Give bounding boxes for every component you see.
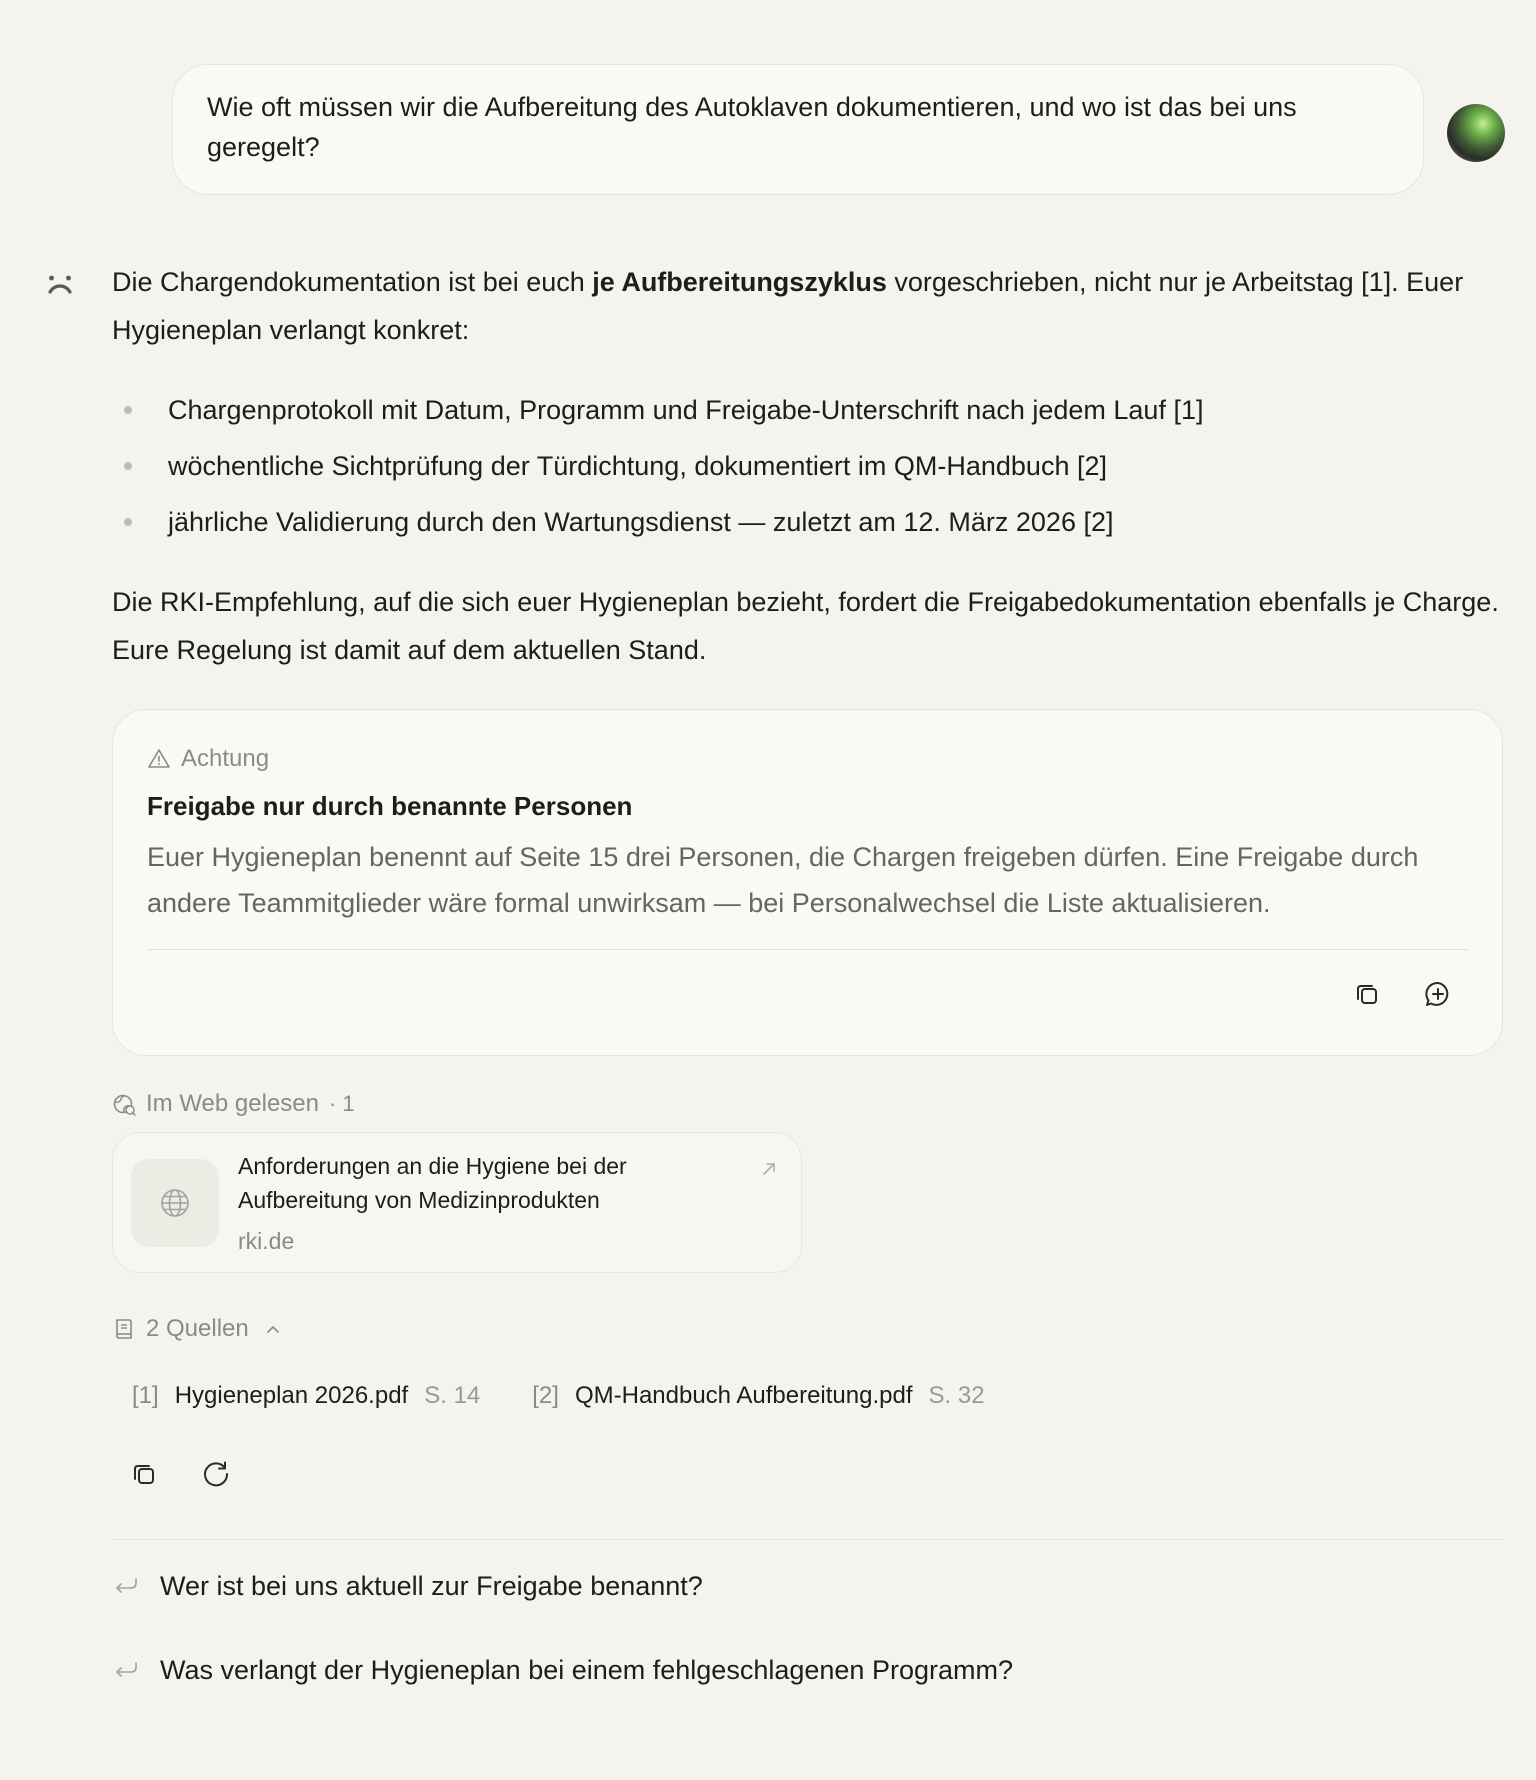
web-read-label [112,1088,355,1120]
web-source-domain: rki.de [238,1228,295,1254]
list-item [112,442,1512,498]
copy-response-button[interactable] [122,1452,166,1496]
answer-p1-emphasis: je Aufbereitungszyklus [592,267,887,297]
callout-title: Freigabe nur durch benannte Personen [147,791,633,821]
callout-add-comment-button[interactable] [1416,972,1460,1016]
web-source-thumbnail [131,1159,219,1247]
answer-p1-start: Die Chargendokumentation ist bei euch [112,267,593,297]
external-link-icon [759,1159,779,1179]
followup-text: Wer ist bei uns aktuell zur Freigabe benannt? [160,1570,703,1601]
followup-suggestion-2[interactable] [112,1650,1013,1690]
add-comment-icon [1423,979,1453,1009]
web-read-count: · 1 [328,1091,355,1116]
reply-arrow-icon [112,1658,140,1682]
chevron-up-icon [263,1319,283,1339]
callout-body: Euer Hygieneplan benennt auf Seite 15 drei Personen, die Chargen freigeben dürfen. Eine Freigabe durch andere Teammitglieder wäre formal unwirksam — bei Personalwechsel die Liste aktualisieren. [147,842,1419,918]
source-list [132,1378,1037,1414]
bullet-dot [124,462,132,470]
bullet-text: wöchentliche Sichtprüfung der Türdichtung, dokumentiert im QM-Handbuch [2] [168,451,1107,481]
source-page: S. 32 [928,1382,985,1409]
source-name: Hygieneplan 2026.pdf [174,1382,409,1409]
list-item [112,498,1512,554]
user-avatar[interactable] [1447,104,1505,162]
callout-eyebrow-label: Achtung [181,745,270,772]
source-item-1[interactable] [132,1382,480,1410]
regenerate-button[interactable] [194,1452,238,1496]
bullet-text: jährliche Validierung durch den Wartungsdienst — zuletzt am 12. März 2026 [2] [168,507,1114,537]
followup-suggestion-1[interactable] [112,1566,703,1606]
user-message-bubble [172,64,1424,195]
callout-copy-button[interactable] [1345,972,1389,1016]
followup-text: Was verlangt der Hygieneplan bei einem fehlgeschlagenen Programm? [160,1654,1013,1685]
regenerate-icon [201,1459,231,1489]
book-icon [112,1317,136,1341]
warning-callout [112,709,1503,1056]
web-read-icon [112,1092,136,1116]
list-item [112,386,1512,442]
copy-icon [1353,980,1381,1008]
assistant-logo-icon [44,272,76,300]
web-source-title: Anforderungen an die Hygiene bei der Aufbereitung von Medizinprodukten [238,1153,627,1213]
reply-arrow-icon [112,1574,140,1598]
answer-paragraph-2: Die RKI-Empfehlung, auf die sich euer Hygieneplan bezieht, fordert die Freigabedokumentation ebenfalls je Charge. Eure Regelung ist damit auf dem aktuellen Stand. [112,587,1499,665]
bullet-dot [124,518,132,526]
user-message-text: Wie oft müssen wir die Aufbereitung des Autoklaven dokumentieren, und wo ist das bei uns geregelt? [207,92,1297,162]
source-number: [1] [132,1382,159,1409]
callout-eyebrow [147,744,269,774]
web-source-card[interactable] [112,1132,802,1273]
source-page: S. 14 [424,1382,481,1409]
sources-toggle[interactable] [112,1312,283,1346]
followup-divider [112,1539,1504,1540]
sources-toggle-label: 2 Quellen [146,1315,249,1342]
answer-paragraph-1 [112,258,1512,354]
copy-icon [130,1460,158,1488]
web-read-text: Im Web gelesen [146,1090,319,1117]
source-number: [2] [532,1382,559,1409]
warning-triangle-icon [147,747,171,771]
source-item-2[interactable] [532,1382,984,1410]
callout-divider [147,949,1468,950]
answer-bullet-list [112,386,1512,554]
bullet-text: Chargenprotokoll mit Datum, Programm und Freigabe-Unterschrift nach jedem Lauf [1] [168,395,1204,425]
answer-p1-end: vorgeschrieben, nicht nur je Arbeitstag [1]. Euer Hygieneplan verlangt konkret: [112,267,1464,345]
bullet-dot [124,406,132,414]
globe-icon [159,1187,191,1219]
source-name: QM-Handbuch Aufbereitung.pdf [574,1382,913,1409]
